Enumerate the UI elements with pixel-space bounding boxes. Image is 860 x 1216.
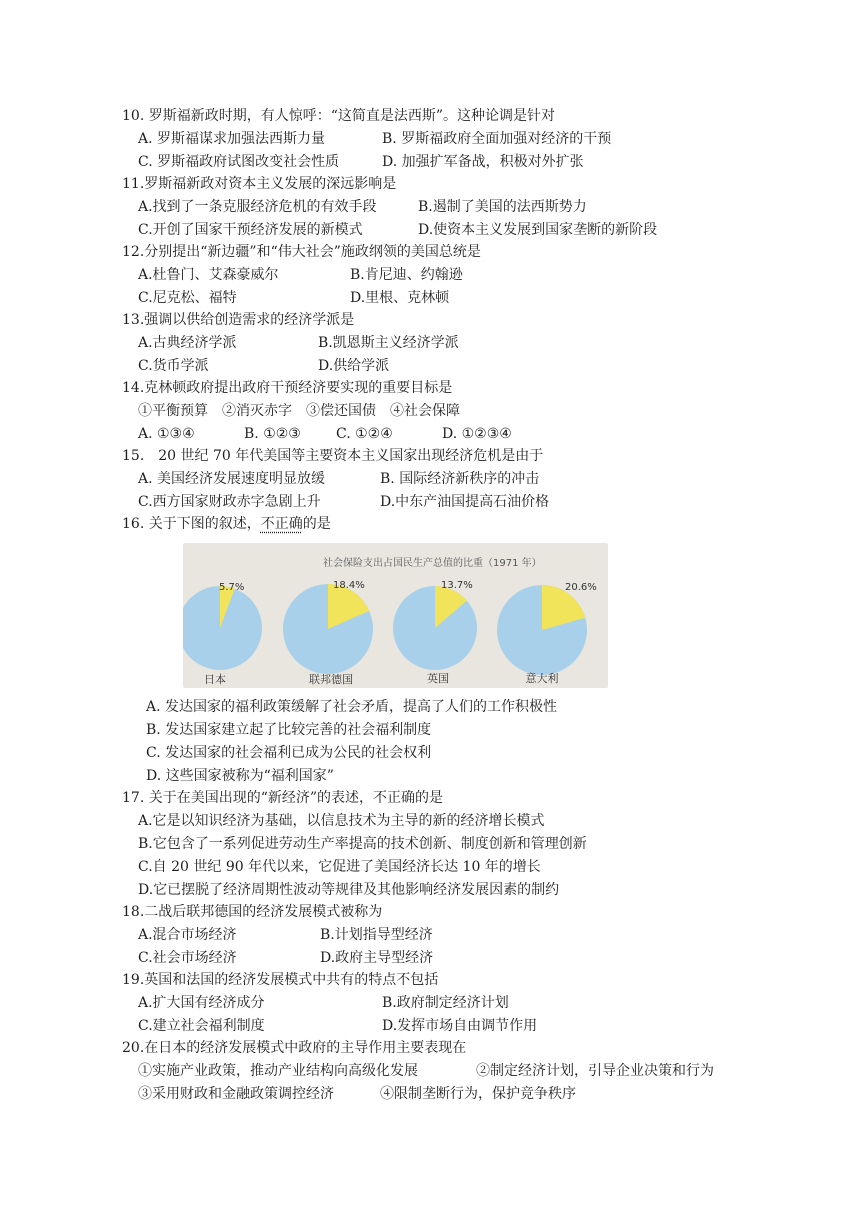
question-12-option-d: D.里根、克林顿 xyxy=(350,290,450,306)
question-14-option-d: D. ①②③④ xyxy=(442,426,512,442)
welfare-pie-chart xyxy=(183,543,608,688)
question-16-emphasis xyxy=(261,516,303,532)
question-18-option-b: B.计划指导型经济 xyxy=(320,927,433,943)
pie-value-label-3: 20.6% xyxy=(565,582,597,593)
question-13-option-a: A.古典经济学派 xyxy=(138,335,237,351)
pie-category-label-1: 联邦德国 xyxy=(309,673,353,686)
question-17-option-c: C.自 20 世纪 90 年代以来，它促进了美国经济长达 10 年的增长 xyxy=(138,859,541,875)
pie-chart-svg xyxy=(183,543,608,688)
question-13-option-d: D.供给学派 xyxy=(318,358,390,374)
question-18-stem: 18.二战后联邦德国的经济发展模式被称为 xyxy=(122,904,383,920)
question-16-option-d: D. 这些国家被称为“福利国家” xyxy=(146,768,334,784)
pie-group xyxy=(183,580,597,686)
question-17-option-a: A.它是以知识经济为基础，以信息技术为主导的新的经济增长模式 xyxy=(138,813,545,829)
question-14-option-c: C. ①②④ xyxy=(336,426,393,442)
question-10-option-b: B. 罗斯福政府全面加强对经济的干预 xyxy=(382,131,612,147)
question-19-option-a: A.扩大国有经济成分 xyxy=(138,995,265,1011)
question-14-items: ①平衡预算 ②消灭赤字 ③偿还国债 ④社会保障 xyxy=(138,403,460,419)
pie-value-label-0: 5.7% xyxy=(219,582,245,593)
question-20-item-3: ③采用财政和金融政策调控经济 xyxy=(138,1086,334,1102)
question-14-option-b: B. ①②③ xyxy=(244,426,301,442)
question-13-option-b: B.凯恩斯主义经济学派 xyxy=(318,335,459,351)
question-16-stem-start: 16. 关于下图的叙述， xyxy=(122,516,261,532)
question-17-option-b: B.它包含了一系列促进劳动生产率提高的技术创新、制度创新和管理创新 xyxy=(138,836,587,852)
question-11-option-d: D.使资本主义发展到国家垄断的新阶段 xyxy=(418,222,658,238)
question-19-stem: 19.英国和法国的经济发展模式中共有的特点不包括 xyxy=(122,972,439,988)
question-17-option-d: D.它已摆脱了经济周期性波动等规律及其他影响经济发展因素的制约 xyxy=(138,882,560,898)
pie-value-label-1: 18.4% xyxy=(333,580,365,591)
question-10-stem: 10. 罗斯福新政时期，有人惊呼：“这简直是法西斯”。这种论调是针对 xyxy=(122,108,556,124)
question-11-option-b: B.遏制了美国的法西斯势力 xyxy=(418,199,587,215)
question-11-stem: 11.罗斯福新政对资本主义发展的深远影响是 xyxy=(122,176,397,192)
question-11-option-c: C.开创了国家干预经济发展的新模式 xyxy=(138,222,363,238)
question-16-option-c: C. 发达国家的社会福利已成为公民的社会权利 xyxy=(146,745,432,761)
question-16-stem-end: 的是 xyxy=(302,516,331,532)
question-15-option-a: A. 美国经济发展速度明显放缓 xyxy=(138,471,326,487)
question-16-emphasis-text: 不正确 xyxy=(260,516,303,532)
question-13-stem: 13.强调以供给创造需求的经济学派是 xyxy=(122,312,355,328)
question-15-option-b: B. 国际经济新秩序的冲击 xyxy=(380,471,540,487)
question-20-stem: 20.在日本的经济发展模式中政府的主导作用主要表现在 xyxy=(122,1040,467,1056)
question-10-option-a: A. 罗斯福谋求加强法西斯力量 xyxy=(138,131,326,147)
question-12-option-a: A.杜鲁门、艾森豪威尔 xyxy=(138,267,279,283)
pie-category-label-0: 日本 xyxy=(204,673,226,686)
question-11-option-a: A.找到了一条克服经济危机的有效手段 xyxy=(138,199,377,215)
question-15-option-d: D.中东产油国提高石油价格 xyxy=(380,494,550,510)
question-18-option-a: A.混合市场经济 xyxy=(138,927,237,943)
question-20-item-2: ②制定经济计划，引导企业决策和行为 xyxy=(476,1063,714,1079)
question-15-option-c: C.西方国家财政赤字急剧上升 xyxy=(138,494,321,510)
question-13-option-c: C.货币学派 xyxy=(138,358,209,374)
question-20-item-4: ④限制垄断行为，保护竞争秩序 xyxy=(380,1086,576,1102)
question-18-option-d: D.政府主导型经济 xyxy=(320,950,434,966)
pie-category-label-2: 英国 xyxy=(427,672,449,685)
question-20-item-1: ①实施产业政策，推动产业结构向高级化发展 xyxy=(138,1063,418,1079)
question-19-option-b: B.政府制定经济计划 xyxy=(382,995,509,1011)
question-14-stem: 14.克林顿政府提出政府干预经济要实现的重要目标是 xyxy=(122,380,453,396)
question-16-option-a: A. 发达国家的福利政策缓解了社会矛盾，提高了人们的工作积极性 xyxy=(146,699,558,715)
question-12-option-c: C.尼克松、福特 xyxy=(138,290,237,306)
question-10-option-d: D. 加强扩军备战，积极对外扩张 xyxy=(382,154,584,170)
pie-category-label-3: 意大利 xyxy=(525,672,559,685)
question-17-stem: 17. 关于在美国出现的“新经济”的表述，不正确的是 xyxy=(122,790,444,806)
question-14-option-a: A. ①③④ xyxy=(138,426,195,442)
question-12-stem: 12.分别提出“新边疆”和“伟大社会”施政纲领的美国总统是 xyxy=(122,244,481,260)
question-19-option-d: D.发挥市场自由调节作用 xyxy=(382,1018,538,1034)
question-19-option-c: C.建立社会福利制度 xyxy=(138,1018,265,1034)
question-16-option-b: B. 发达国家建立起了比较完善的社会福利制度 xyxy=(146,722,432,738)
question-10-option-c: C. 罗斯福政府试图改变社会性质 xyxy=(138,154,340,170)
question-12-option-b: B.肯尼迪、约翰逊 xyxy=(350,267,463,283)
question-15-stem: 15. 20 世纪 70 年代美国等主要资本主义国家出现经济危机是由于 xyxy=(122,448,544,464)
chart-title: 社会保险支出占国民生产总值的比重（1971 年） xyxy=(323,558,542,569)
pie-value-label-2: 13.7% xyxy=(441,580,473,591)
question-16-stem xyxy=(122,514,331,534)
question-18-option-c: C.社会市场经济 xyxy=(138,950,237,966)
